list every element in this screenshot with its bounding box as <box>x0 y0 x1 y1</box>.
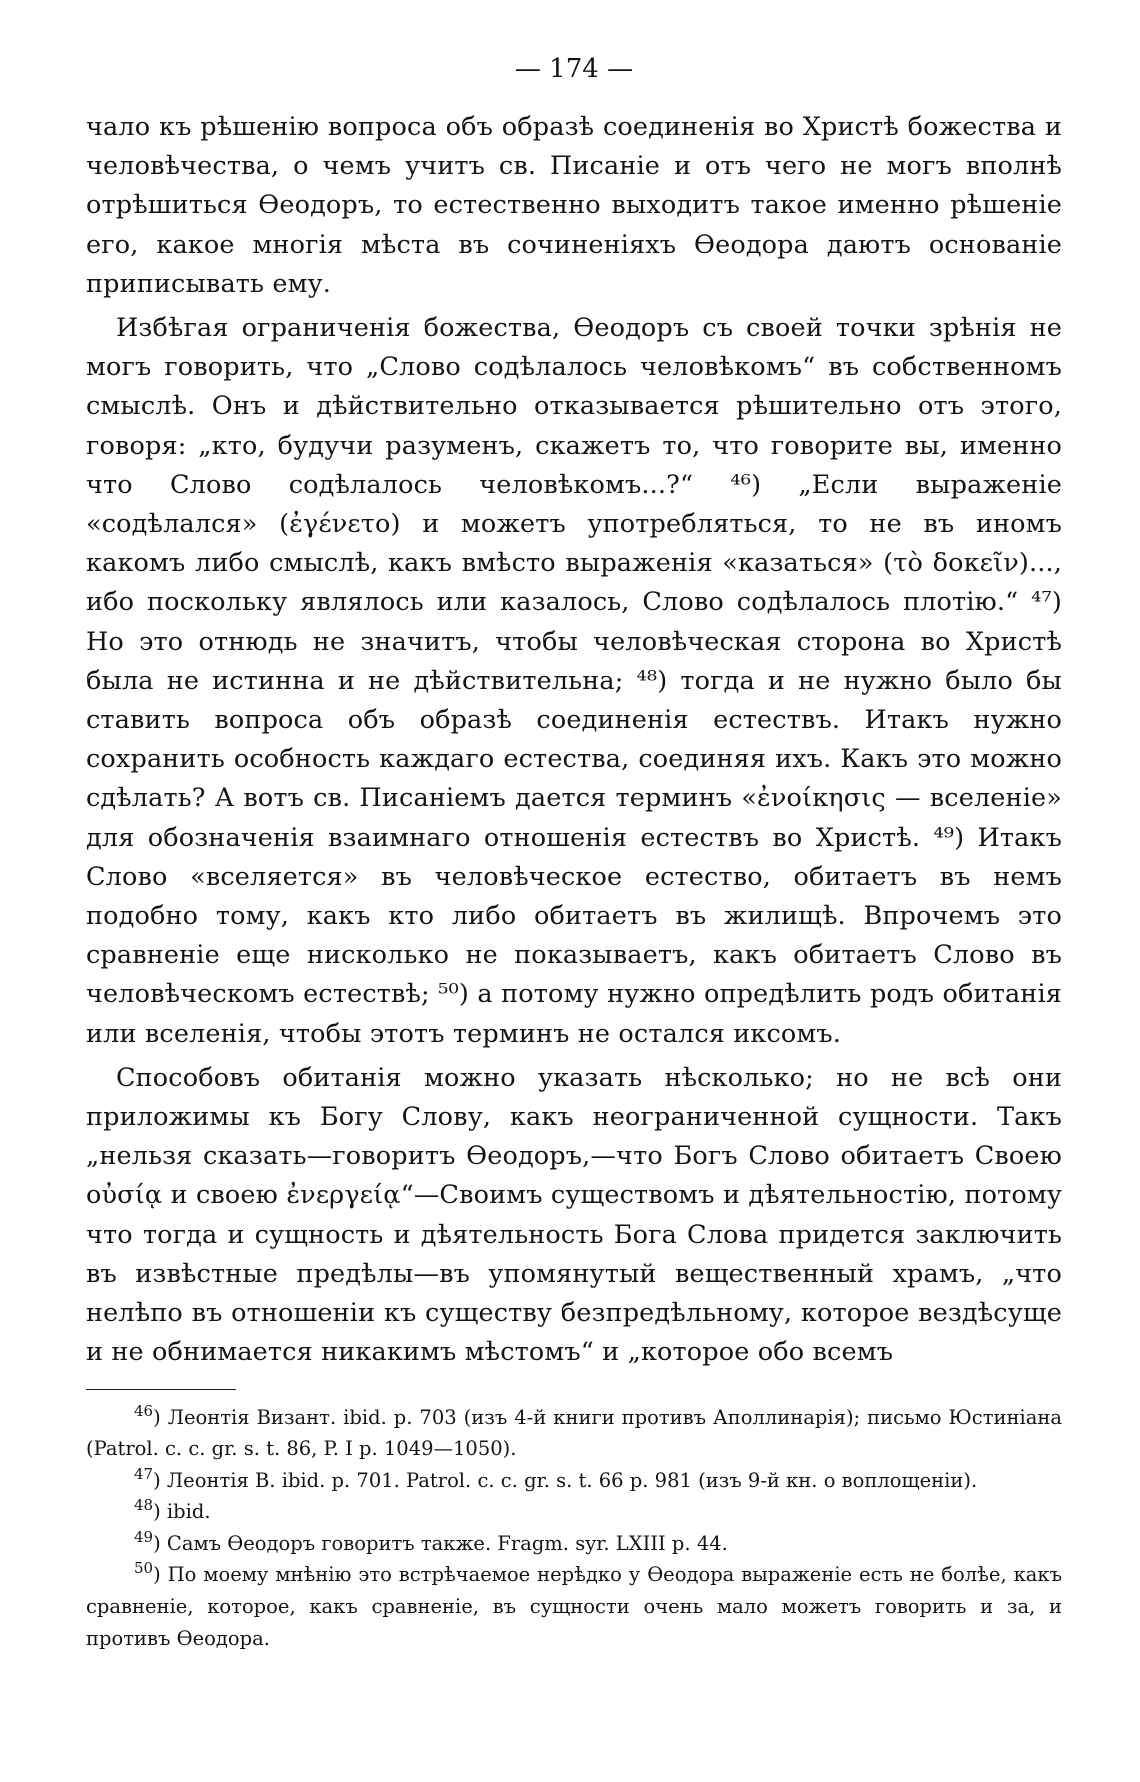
footnote-48: $^{48}$) ibid. <box>134 1496 211 1524</box>
footnote-divider <box>86 1389 236 1390</box>
footnote-text: Леонтія Визант. ibid. p. 703 (изъ 4-й книги противъ Аполлинарія); письмо Юстиніана (Patrol. c. c. gr. s. t. 86, P. I p. 1049—1050). <box>86 1405 1062 1461</box>
paragraph-3: Способовъ обитанія можно указать нѣсколько; но не всѣ они приложимы къ Богу Слову, какъ неограниченной сущности. Такъ „нельзя сказать—говоритъ Ѳеодоръ,—что Богъ Слово обитаетъ Своею οὐσίᾳ и своею ἐνεργείᾳ“—Своимъ существомъ и дѣятельностію, потому что тогда и сущность и дѣятельность Бога Слова придется заключить въ извѣстные предѣлы—въ упомянутый вещественный храмъ, „что нелѣпо въ отношеніи къ существу безпредѣльному, которое вездѣсуще и не обнимается никакимъ мѣстомъ“ и „которое обо всемъ <box>86 1062 1062 1368</box>
footnote-text: Леонтія В. ibid. p. 701. Patrol. c. c. gr. s. t. 66 p. 981 (изъ 9-й кн. о воплощеніи). <box>166 1468 978 1492</box>
main-text <box>86 108 1062 1373</box>
footnote-number: 46 <box>134 1401 154 1420</box>
footnote-number: 47 <box>134 1464 154 1483</box>
footnote-text: ibid. <box>166 1500 211 1524</box>
footnote-47: $^{47}$) Леонтія В. ibid. p. 701. Patrol. c. c. gr. s. t. 66 p. 981 (изъ 9-й кн. о воплощеніи). <box>134 1464 978 1492</box>
footnote-number: 50 <box>134 1559 154 1578</box>
footnote-number: 49 <box>134 1527 154 1546</box>
footnote-text: Самъ Ѳеодоръ говоритъ также. Fragm. syr. LXIII p. 44. <box>166 1531 728 1555</box>
footnote-50: $^{50}$) По моему мнѣнію это встрѣчаемое нерѣдко у Ѳеодора выраженіе есть не болѣе, какъ сравненіе, которое, какъ сравненіе, въ сущности очень мало можетъ говорить и за, и противъ Ѳеодора. <box>86 1559 1062 1650</box>
footnote-number: 48 <box>134 1496 154 1515</box>
page-number: — 174 — <box>514 54 634 84</box>
paragraph-1: чало къ рѣшенію вопроса объ образѣ соединенія во Христѣ божества и человѣчества, о чемъ учитъ св. Писаніе и отъ чего не могъ вполнѣ отрѣшиться Ѳеодоръ, то естественно выходитъ такое именно рѣшеніе его, какое многія мѣста въ сочиненіяхъ Ѳеодора даютъ основаніе приписывать ему. <box>86 112 1062 299</box>
footnote-text: По моему мнѣнію это встрѣчаемое нерѣдко у Ѳеодора выраженіе есть не болѣе, какъ сравненіе, которое, какъ сравненіе, въ сущности очень мало можетъ говорить и за, и противъ Ѳеодора. <box>86 1563 1062 1650</box>
book-page <box>86 52 1062 1654</box>
footnotes <box>86 1402 1062 1655</box>
footnote-49: $^{49}$) Самъ Ѳеодоръ говоритъ также. Fragm. syr. LXIII p. 44. <box>134 1527 728 1555</box>
footnote-46: $^{46}$) Леонтія Визант. ibid. p. 703 (изъ 4-й книги противъ Аполлинарія); письмо Юстиніана (Patrol. c. c. gr. s. t. 86, P. I p. 1049—1050). <box>86 1401 1062 1461</box>
paragraph-2: Избѣгая ограниченія божества, Ѳеодоръ съ своей точки зрѣнія не могъ говорить, что „Слово содѣлалось человѣкомъ“ въ собственномъ смыслѣ. Онъ и дѣйствительно отказывается рѣшительно отъ этого, говоря: „кто, будучи разуменъ, скажетъ то, что говорите вы, именно что Слово содѣлалось человѣкомъ...?“ ⁴⁶) „Если выраженіе «содѣлался» (ἐγένετο) и можетъ употребляться, то не въ иномъ какомъ либо смыслѣ, какъ вмѣсто выраженія «казаться» (τὸ δοκεῖν)..., ибо поскольку являлось или казалось, Слово содѣлалось плотію.“ ⁴⁷) Но это отнюдь не значитъ, чтобы человѣческая сторона во Христѣ была не истинна и не дѣйствительна; ⁴⁸) тогда и не нужно было бы ставить вопроса объ образѣ соединенія естествъ. Итакъ нужно сохранить особность каждаго естества, соединяя ихъ. Какъ это можно сдѣлать? А вотъ св. Писаніемъ дается терминъ «ἐνοίκησις — вселеніе» для обозначенія взаимнаго отношенія естествъ во Христѣ. ⁴⁹) Итакъ Слово «вселяется» въ человѣческое естество, обитаетъ въ немъ подобно тому, какъ кто либо обитаетъ въ жилищѣ. Впрочемъ это сравненіе еще нисколько не показываетъ, какъ обитаетъ Слово въ человѣческомъ естествѣ; ⁵⁰) а потому нужно опредѣлить родъ обитанія или вселенія, чтобы этотъ терминъ не остался иксомъ. <box>86 313 1062 1049</box>
